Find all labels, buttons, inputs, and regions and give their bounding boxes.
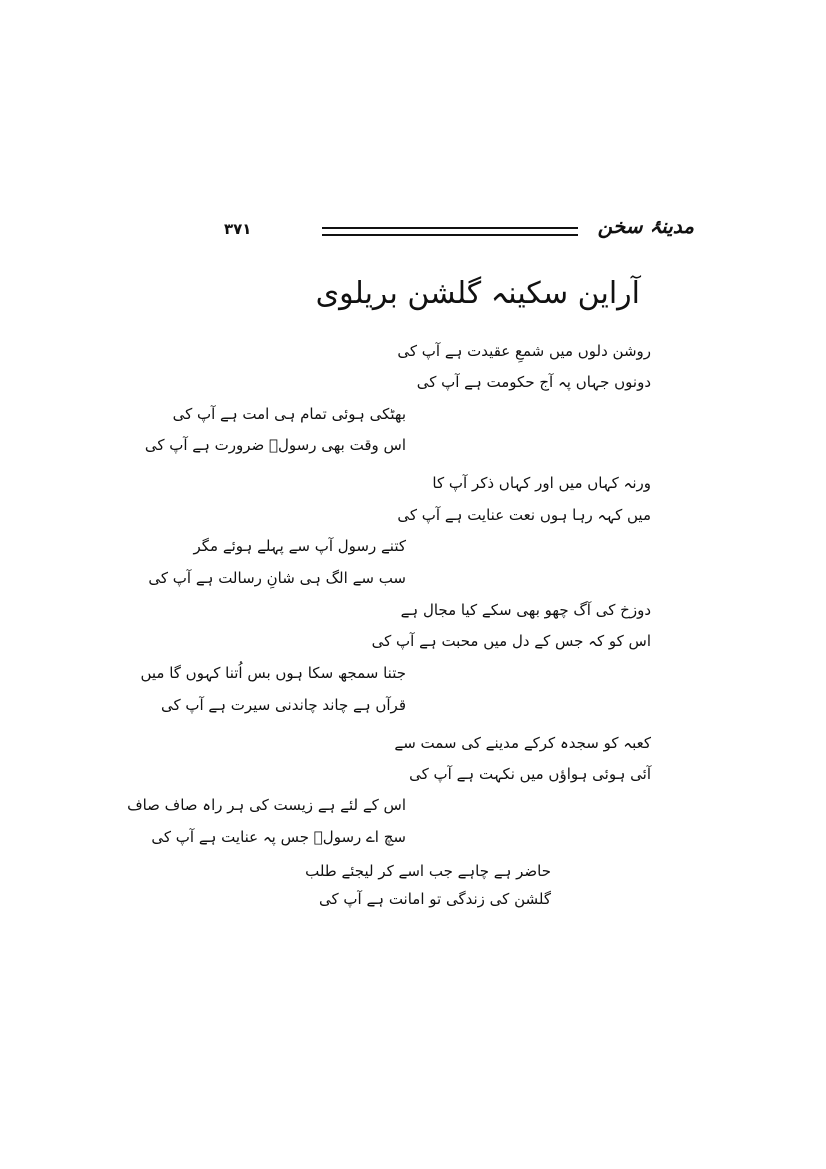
verse-line: کتنے رسول آپ سے پہلے ہوئے مگر — [193, 537, 406, 555]
verse-line: سچ اے رسولؐ جس پہ عنایت ہے آپ کی — [151, 828, 406, 846]
verse-line: کعبہ کو سجدہ کرکے مدینے کی سمت سے — [394, 734, 651, 752]
verse-line: دونوں جہاں پہ آج حکومت ہے آپ کی — [416, 373, 651, 391]
verse-line: اس وقت بھی رسولؐ ضرورت ہے آپ کی — [144, 436, 406, 454]
verse-line: حاضر ہے چاہے جب اسے کر لیجئے طلب — [305, 862, 551, 880]
verse-line: جتنا سمجھ سکا ہوں بس اُتنا کہوں گا میں — [140, 664, 406, 682]
verse-line: سب سے الگ ہی شانِ رسالت ہے آپ کی — [148, 569, 406, 587]
running-header-title: مدینۂ سخن — [597, 214, 694, 238]
verse-line: ورنہ کہاں میں اور کہاں ذکر آپ کا — [432, 474, 651, 492]
page-number: ۳۷۱ — [224, 220, 252, 238]
poem-title: آراین سکینہ گلشن بریلوی — [315, 276, 640, 311]
verse-line: گلشن کی زندگی تو امانت ہے آپ کی — [319, 890, 551, 908]
verse-line: بھٹکی ہوئی تمام ہی امت ہے آپ کی — [172, 405, 406, 423]
verse-line: قرآں ہے چاند چاندنی سیرت ہے آپ کی — [160, 696, 406, 714]
header-rule-top — [322, 227, 578, 229]
verse-line: میں کہہ رہا ہوں نعت عنایت ہے آپ کی — [397, 506, 651, 524]
verse-line: آئی ہوئی ہواؤں میں نکہت ہے آپ کی — [409, 765, 651, 783]
header-rule-bottom — [322, 234, 578, 236]
verse-line: اس کو کہ جس کے دل میں محبت ہے آپ کی — [371, 632, 651, 650]
verse-line: دوزخ کی آگ چھو بھی سکے کیا مجال ہے — [400, 601, 651, 619]
verse-line: اس کے لئے ہے زیست کی ہر راہ صاف صاف — [127, 796, 406, 814]
verse-line: روشن دلوں میں شمعِ عقیدت ہے آپ کی — [397, 342, 651, 360]
